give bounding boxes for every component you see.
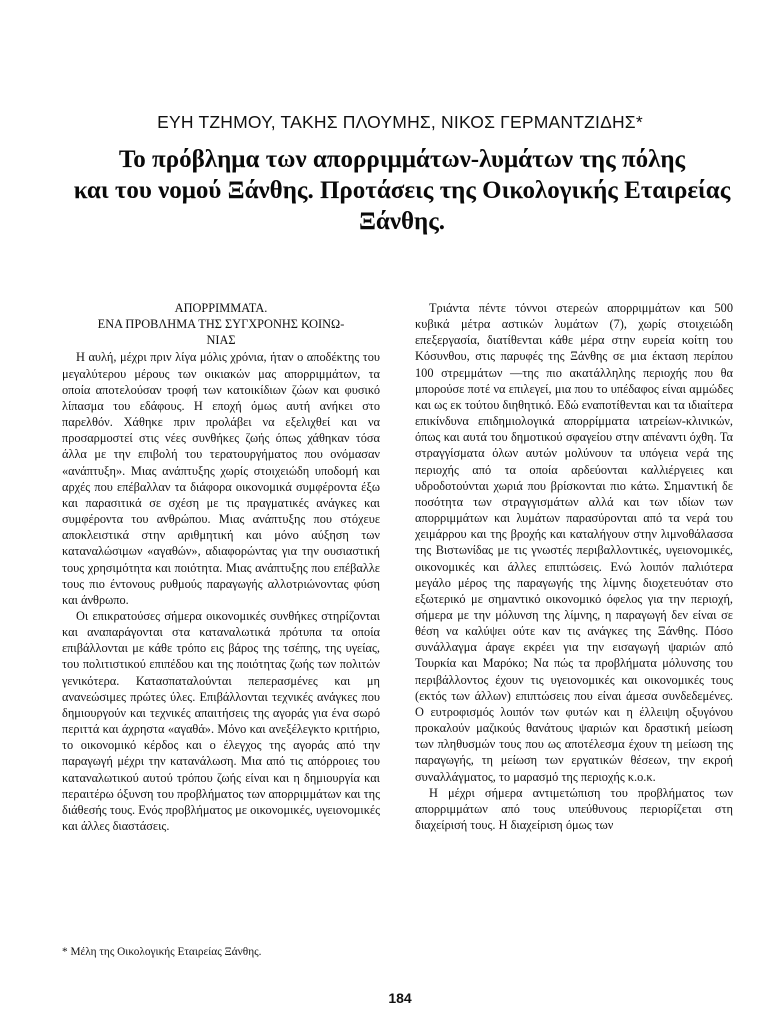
section-heading-line-1: ΑΠΟΡΡΙΜΜΑΤΑ. — [174, 301, 268, 315]
right-column — [415, 300, 733, 833]
left-paragraph-2: Οι επικρατούσες σήμερα οικονομικές συνθήκες στηρίζονται και αναπαράγονται στα καταναλωτικά πρότυπα τα οποία επιβάλλονται με κάθε τρόπο εις βάρος της τσέπης, της υγείας, του πολιτιστικού επιπέδου και της ποιότητας ζωής των πολιτών γενικότερα. Κατασπαταλούνται πεπερασμένες και μη ανανεώσιμες πρώτες ύλες. Επιβάλλονται τεχνικές ανάγκες που δημιουργούν και τεχνικές απαιτήσεις της αγοράς για ένα σωρό περιττά και άχρηστα «αγαθά». Μόνο και ανεξέλεγκτο κριτήριο, το οικονομικό κέρδος και ο έλεγχος της αγοράς από την παραγωγή μέχρι την κατανάλωση. Μια από τις απόρροιες του καταναλωτικού αυτού τρόπου ζωής είναι και η δημιουργία και περαιτέρω όξυνση του προβλήματος των απορριμμάτων και της διάθεσής τους. Ενός προβλήματος με οικονομικές, υγειονομικές και άλλες διαστάσεις. — [62, 608, 380, 833]
authors-line: ΕΥΗ ΤΖΗΜΟΥ, ΤΑΚΗΣ ΠΛΟΥΜΗΣ, ΝΙΚΟΣ ΓΕΡΜΑΝΤΖΙΔΗΣ* — [157, 112, 643, 132]
page-number: 184 — [388, 990, 412, 1006]
section-heading-line-2: ΕΝΑ ΠΡΟΒΛΗΜΑ ΤΗΣ ΣΥΓΧΡΟΝΗΣ ΚΟΙΝΩ- — [97, 317, 345, 332]
section-heading — [62, 300, 380, 348]
article-title — [52, 144, 752, 237]
right-paragraph-1: Τριάντα πέντε τόννοι στερεών απορριμμάτων και 500 κυβικά μέτρα αστικών λυμάτων (7), χωρίς στοιχειώδη επεξεργασία, διατίθενται κάθε μέρα στην ευρεία κοίτη του Κόσυνθου, στις παρυφές της Ξάνθης σε μια έκταση περίπου 100 στρεμμάτων —της πιο ακατάλληλης περιοχής που θα μπορούσε ποτέ να επιλεγεί, μια που το υπέδαφος είναι αμμώδες και ως εκ τούτου διηθητικό. Εδώ εναποτίθενται και τα ιδιαίτερα επικίνδυνα επιδημιολογικά απορρίμματα ιατρείων-κλινικών, όπως και αυτά του δημοτικού σφαγείου στην απέναντι όχθη. Τα στραγγίσματα όλων αυτών μολύνουν τα υπόγεια νερά της περιοχής από τα οποία αρδεύονται καλλιέργειες και υδροδοτούνται χωριά που βρίσκονται πιο κάτω. Σημαντική δε ποσότητα των στραγγισμάτων αλλά και των ιδίων των απορριμμάτων και λυμάτων παρασύρονται από τα νερά του χειμάρρου και της βροχής και καταλήγουν στην λιμνοθάλασσα της Βιστωνίδας με τις γνωστές περιβαλλοντικές, υγειονομικές, οικονομικές και άλλες επιπτώσεις. Ενώ λοιπόν παλιότερα μεγάλο μέρος της παραγωγής της λίμνης διοχετευόταν στο εξωτερικό με σημαντικό οικονομικό όφελος για την περιοχή, σήμερα με την μόλυνση της λίμνης, η παραγωγή δεν είναι σε θέση να καλύψει ούτε καν τις ανάγκες της Ξάνθης. Πόσο συνάλλαγμα άραγε εκρέει για την εισαγωγή ψαριών από Τουρκία και Μαρόκο; Να πώς τα προβλήματα μόλυνσης του περιβάλλοντος έχουν τις υγειονομικές και οικονομικές τους (εκτός των άλλων) επιπτώσεις που είναι άμεσα συνδεδεμένες. Ο ευτροφισμός λοιπόν των φυτών και η έλλειψη οξυγόνου προκαλούν μαζικούς θανάτους ψαριών και δραστική μείωση των πληθυσμών τους που ως αποτέλεσμα έχουν τη μείωση της παραγωγής, τη μείωση των εργατικών θέσεων, την εκροή συναλλάγματος, το μαρασμό της περιοχής κ.ο.κ. — [415, 301, 733, 784]
footnote: * Μέλη της Οικολογικής Εταιρείας Ξάνθης. — [62, 946, 262, 958]
left-paragraph-1: Η αυλή, μέχρι πριν λίγα μόλις χρόνια, ήταν ο αποδέκτης του μεγαλύτερου μέρους των οικιακών μας απορριμμάτων, τα οποία αποτελούσαν τροφή των κατοικίδιων ζώων και φυσικό λίπασμα του εδάφους. Η εποχή όμως αυτή ανήκει στο παρελθόν. Χάθηκε πριν προλάβει να εξελιχθεί και να προσαρμοστεί στις νέες συνθήκες ζωής όπως χάθηκαν τόσα άλλα με την επιβολή του τερατουργήματος που ονόμασαν «ανάπτυξη». Μιας ανάπτυξης χωρίς στοιχειώδη υποδομή και αρχές που επέβαλλαν τα διάφορα οικονομικά συμφέροντα έξω και παρασιτικά σε σχέση με τις πραγματικές ανάγκες και συμφέροντα του ανθρώπου. Μιας ανάπτυξης που στόχευε αποκλειστικά στην αριθμητική και μόνο αύξηση των καταναλώσιμων «αγαθών», αδιαφορώντας για την ουσιαστική τους χρησιμότητα και ποιότητα. Μιας ανάπτυξης που επέβαλλε τους πιο έντονους ρυθμούς παραγωγής αλλοτριώνοντας φύση και άνθρωπο. — [62, 350, 380, 607]
title-line-1: Το πρόβλημα των απορριμμάτων-λυμάτων της πόλης — [118, 146, 686, 173]
right-paragraph-2: Η μέχρι σήμερα αντιμετώπιση του προβλήματος των απορριμμάτων από τους υπεύθυνους περιορίζεται στη διαχείρισή τους. Η διαχείριση όμως των — [415, 785, 733, 832]
left-column — [62, 300, 380, 834]
section-heading-line-3: ΝΙΑΣ — [206, 333, 236, 348]
title-line-3: Ξάνθης. — [358, 208, 446, 235]
title-line-2: και του νομού Ξάνθης. Προτάσεις της Οικολογικής Εταιρείας — [73, 177, 731, 204]
